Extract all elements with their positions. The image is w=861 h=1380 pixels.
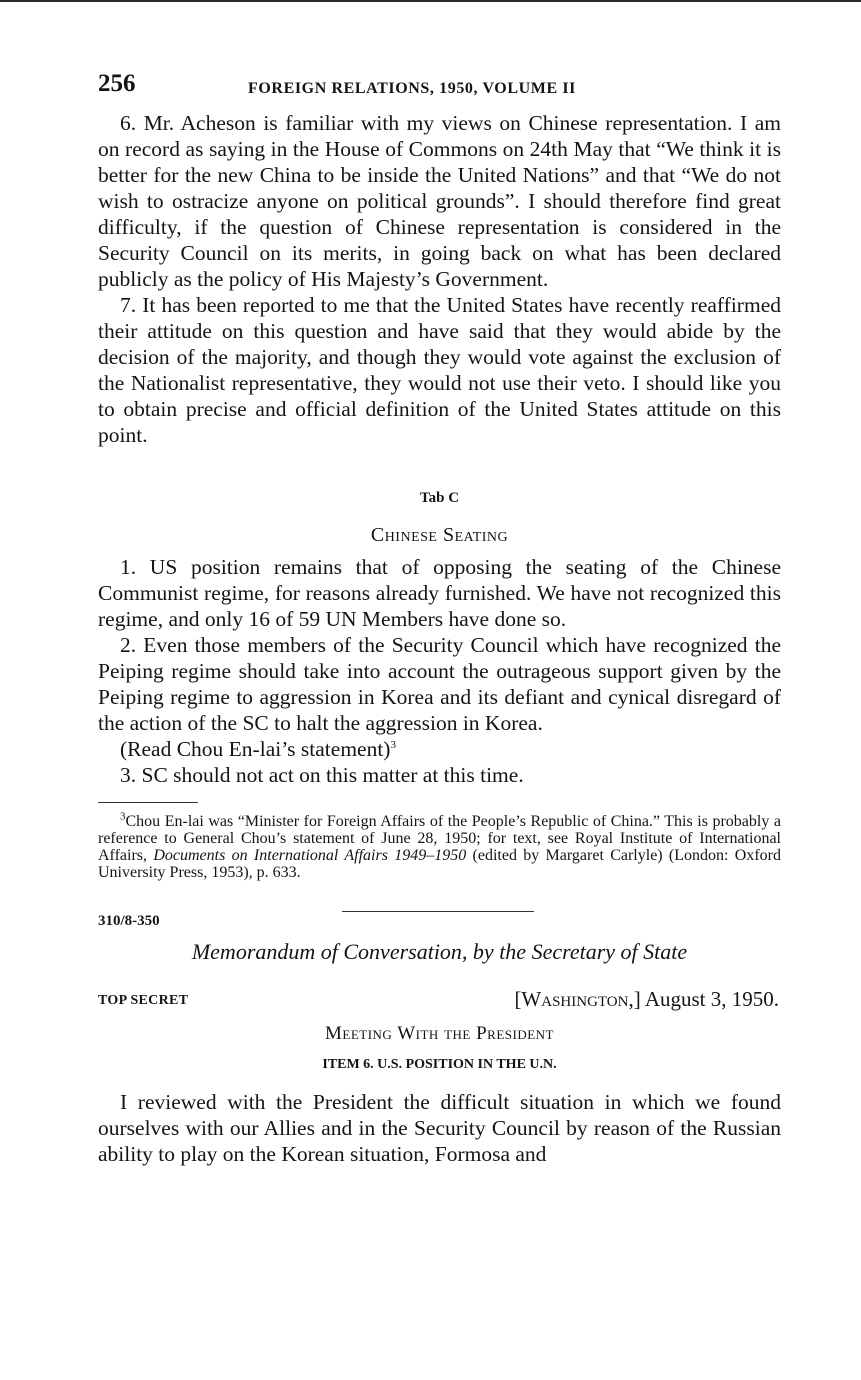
tab-label: Tab C [419,490,460,506]
read-statement: (Read Chou En-lai’s statement) [120,737,391,761]
meeting-heading: Meeting With the President [325,1023,554,1044]
tab-c-item-2: 2. Even those members of the Security Council which have recognized the Peiping regime should take into account the outrageous support given by the Peiping regime to aggression in Korea and its defiant and cynical disregard of the action of the SC to halt the aggression in Korea. [98,633,781,735]
footnote-italic-title: Documents on International Affairs 1949–1950 [153,847,467,864]
footnote [98,810,781,881]
page-top-border [0,0,861,2]
footnote-reference: 3 [390,738,396,751]
section-heading: Chinese Seating [370,524,509,546]
paragraph-7: 7. It has been reported to me that the United States have recently reaffirmed their attitude on this question and have said that they would abide by the decision of the majority, and though they would vote against the exclusion of the Nationalist representative, they would not use their veto. I should like you to obtain precise and official definition of the United States attitude on this point. [98,293,781,447]
footnote-marker: 3 [120,810,126,823]
document-page [98,70,781,1167]
page-number: 256 [98,70,136,97]
tab-c-body [98,554,781,788]
top-paragraphs [98,110,781,448]
tab-c-item-3: 3. SC should not act on this matter at this time. [120,763,524,787]
footnote-text-after: (edited by Margaret Carlyle) (London: Oxford University Press, 1953), p. 633. [98,847,781,881]
file-id: 310/8-350 [98,913,160,929]
dateline-date: August 3, 1950. [644,987,779,1011]
memo-body [98,1089,781,1167]
classification: TOP SECRET [98,993,189,1008]
running-title: FOREIGN RELATIONS, 1950, VOLUME II [248,80,576,97]
classification-row [98,987,781,1021]
item-heading: ITEM 6. U.S. POSITION IN THE U.N. [322,1057,557,1072]
opening-paragraph: I reviewed with the President the difficult situation in which we found ourselves with our Allies and in the Security Council by reason of the Russian ability to play on the Korean situation, Formosa and [98,1090,781,1166]
paragraph-6: 6. Mr. Acheson is familiar with my views on Chinese representation. I am on record as saying in the House of Commons on 24th May that “We think it is better for the new China to be inside the United Nations” and that “We do not wish to ostracize anyone on political grounds”. I should therefore find great difficulty, if the question of Chinese representation is considered in the Security Council on its merits, in going back on what has been declared publicly as the policy of His Majesty’s Government. [98,111,781,291]
section-divider [342,911,534,912]
dateline-place: [Washington,] [514,987,641,1011]
memo-title: Memorandum of Conversation, by the Secretary of State [191,939,688,964]
tab-c-item-1: 1. US position remains that of opposing the seating of the Chinese Communist regime, for reasons already furnished. We have not recognized this regime, and only 16 of 59 UN Members have done so. [98,555,781,631]
document-id-row [98,911,781,941]
footnote-text-before: Chou En-lai was “Minister for Foreign Affairs of the People’s Republic of China.” This is probably a reference to General Chou’s statement of June 28, 1950; for text, see Royal Institute of International Affairs, [98,813,781,864]
running-head [98,70,781,110]
dateline [514,987,779,1012]
read-statement-line [98,736,781,762]
footnote-rule [98,802,198,803]
